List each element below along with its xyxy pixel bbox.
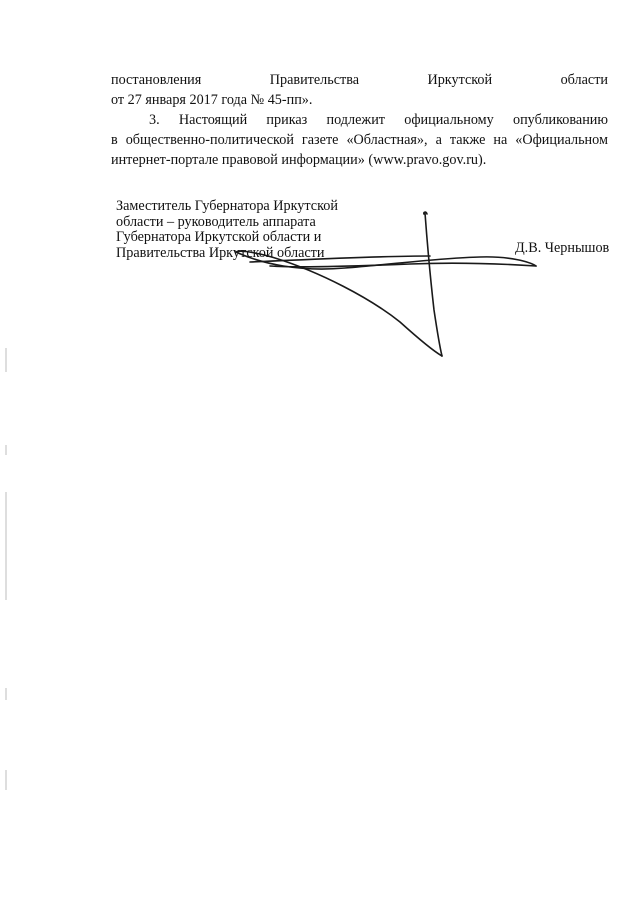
signer-name: Д.В. Чернышов	[515, 240, 610, 256]
word: приказ	[266, 112, 308, 128]
document-body	[111, 70, 608, 170]
paragraph-3-line-1	[111, 110, 608, 130]
word: области	[560, 72, 608, 88]
signer-position-line: Заместитель Губернатора Иркутской	[116, 198, 338, 214]
text-line-continuation-2: от 27 января 2017 года № 45-пп».	[111, 92, 313, 108]
word: 3.	[149, 112, 160, 128]
word: Иркутской	[427, 72, 493, 88]
word: официальному	[404, 112, 494, 128]
signer-position-line: области – руководитель аппарата	[116, 213, 316, 230]
signer-position	[116, 199, 376, 261]
word: газете	[301, 132, 339, 148]
signer-position-line: Правительства Иркутской области	[116, 244, 325, 261]
word: опубликованию	[512, 112, 608, 128]
word: подлежит	[326, 112, 385, 128]
paragraph-3-line-2	[111, 130, 608, 150]
word: Настоящий	[178, 112, 248, 128]
word: Правительства	[269, 72, 360, 88]
word: общественно-политической	[125, 132, 294, 148]
word: «Областная»,	[346, 132, 428, 148]
word: «Официальном	[515, 132, 608, 148]
word: на	[493, 132, 508, 148]
word: постановления	[111, 72, 202, 88]
word: а	[435, 132, 442, 148]
word: в	[111, 132, 118, 148]
signer-position-line: Губернатора Иркутской области и	[116, 229, 322, 245]
paragraph-3-line-3: интернет-портале правовой информации» (www.pravo.gov.ru).	[111, 152, 487, 168]
text-line-continuation-1	[111, 70, 608, 90]
word: также	[449, 132, 486, 148]
